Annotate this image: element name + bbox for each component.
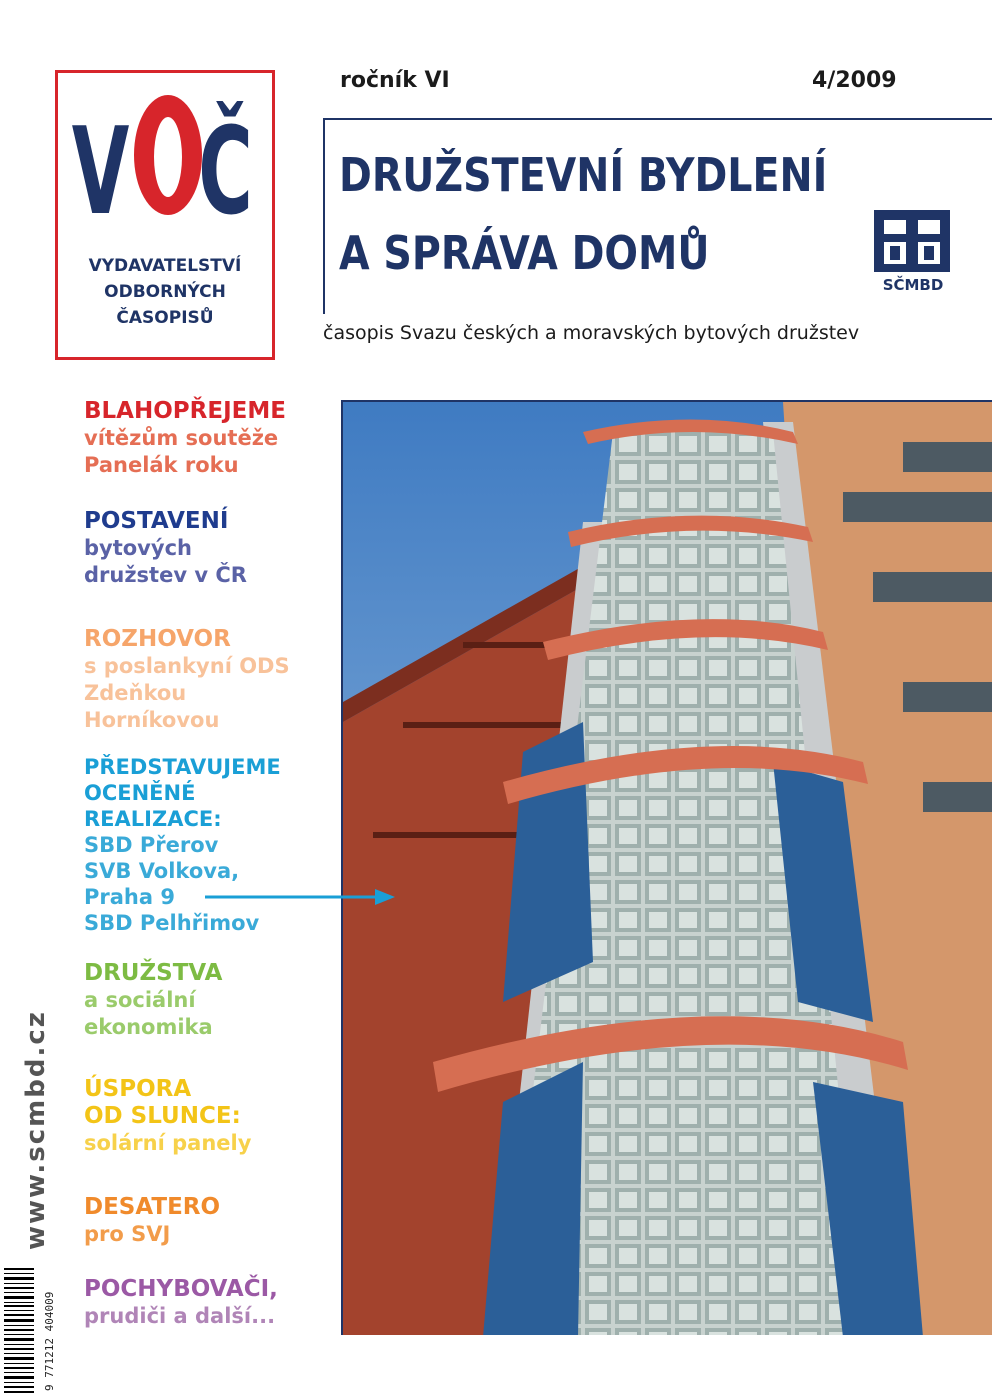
barcode [4, 1268, 34, 1393]
masthead [323, 118, 992, 314]
teaser-heading: BLAHOPŘEJEME [84, 398, 286, 424]
teaser-line: s poslankyní ODS [84, 654, 290, 678]
teaser-heading: POSTAVENÍ [84, 508, 229, 534]
volume-label: ročník VI [340, 68, 450, 93]
teaser-position [84, 508, 247, 589]
teaser-congratulations [84, 398, 286, 479]
publisher-logo-box [55, 70, 275, 360]
voc-logo [68, 85, 264, 225]
title-line: A SPRÁVA DOMŮ [339, 226, 710, 280]
teaser-heading: DESATERO [84, 1194, 221, 1220]
svg-text:V: V [71, 101, 130, 225]
teaser-line: Panelák roku [84, 453, 239, 477]
teaser-heading: ÚSPORA [84, 1076, 192, 1102]
teaser-line: Zdeňkou [84, 681, 187, 705]
building-illustration [343, 402, 992, 1335]
website-url: www.scmbd.cz [21, 1010, 51, 1250]
issue-number: 4/2009 [812, 68, 897, 93]
teaser-interview [84, 626, 290, 734]
teaser-line: a sociální [84, 988, 196, 1012]
teaser-ten-rules [84, 1194, 220, 1248]
teaser-heading: DRUŽSTVA [84, 960, 223, 986]
teaser-line: REALIZACE: [84, 807, 222, 831]
teaser-line: prudiči a další... [84, 1304, 276, 1328]
teaser-heading: PŘEDSTAVUJEME [84, 755, 281, 779]
teaser-line: SBD Přerov [84, 833, 219, 857]
svg-text:Č: Č [198, 101, 253, 225]
scmbd-logo-icon [872, 208, 952, 274]
subtitle: časopis Svazu českých a moravských bytových družstev [323, 322, 860, 344]
scmbd-caption: SČMBD [882, 276, 944, 294]
barcode-number: 9 771212 404009 [43, 1291, 56, 1391]
publisher-name-line: ODBORNÝCH [104, 282, 226, 302]
teaser-line: Horníkovou [84, 708, 220, 732]
teaser-line: SBD Pelhřimov [84, 911, 260, 935]
arrow-right-icon [205, 887, 395, 907]
teaser-line: solární panely [84, 1131, 252, 1155]
teaser-doubters [84, 1276, 278, 1330]
teaser-heading: POCHYBOVAČI, [84, 1276, 278, 1302]
teaser-line: vítězům soutěže [84, 426, 279, 450]
teaser-line: ekonomika [84, 1015, 213, 1039]
teaser-presenting [84, 754, 281, 936]
teaser-line: SVB Volkova, [84, 859, 240, 883]
teaser-line: bytových [84, 536, 192, 560]
publisher-name [58, 253, 272, 331]
teaser-line: Praha 9 [84, 885, 175, 909]
teaser-line: OD SLUNCE: [84, 1103, 241, 1129]
teaser-line: družstev v ČR [84, 563, 247, 587]
title-line: DRUŽSTEVNÍ BYDLENÍ [339, 148, 828, 202]
cover-photo [341, 400, 992, 1335]
publisher-name-line: ČASOPISŮ [116, 308, 214, 328]
teaser-line: pro SVJ [84, 1222, 171, 1246]
teaser-heading: ROZHOVOR [84, 626, 231, 652]
publisher-name-line: VYDAVATELSTVÍ [88, 256, 242, 276]
teaser-line: OCENĚNÉ [84, 781, 196, 805]
teaser-solar [84, 1076, 251, 1157]
teaser-cooperatives [84, 960, 222, 1041]
